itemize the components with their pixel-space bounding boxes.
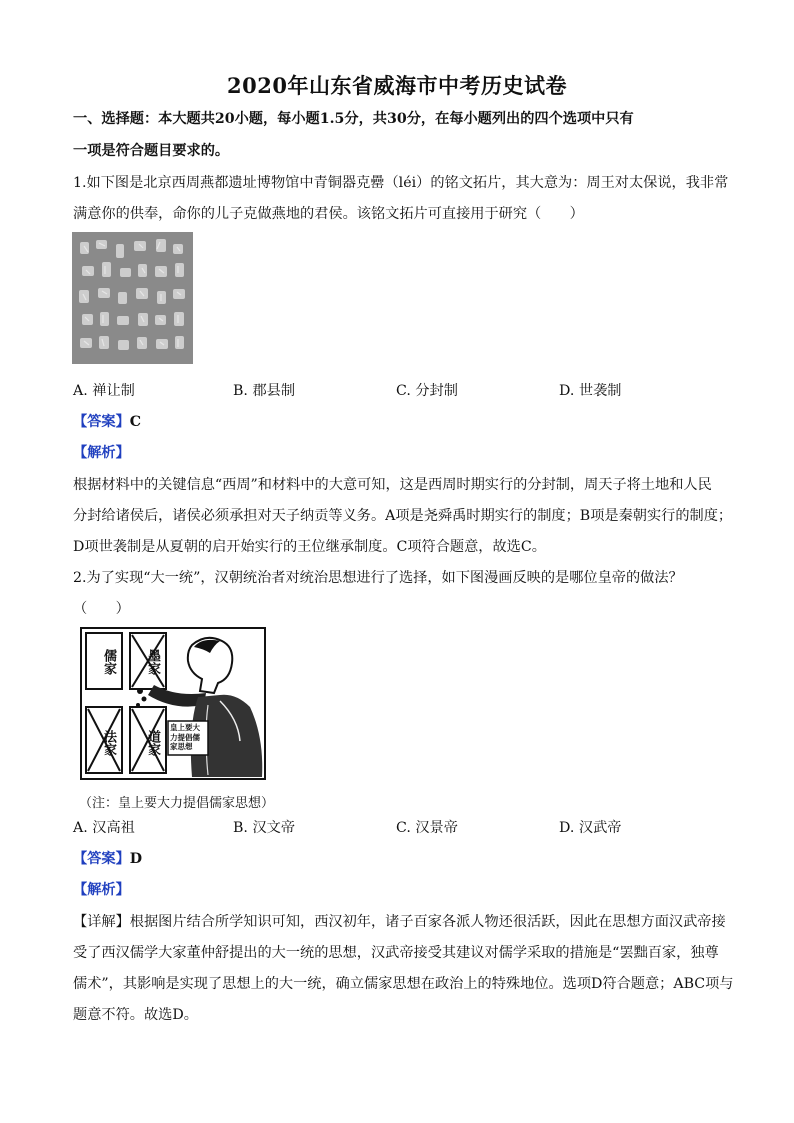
q1-option-d[interactable]: D. 世袭制	[559, 383, 622, 399]
q1-option-c[interactable]: C. 分封制	[396, 383, 458, 399]
q1-answer-label: 【答案】	[73, 414, 130, 430]
cartoon-box-confucian: 儒家	[101, 649, 116, 675]
q1-analysis-line1: 根据材料中的关键信息“西周”和材料中的大意可知，这是西周时期实行的分封制，周天子将土地和人民	[73, 477, 712, 493]
q2-cartoon-caption: （注：皇上要大力提倡儒家思想）	[79, 796, 275, 811]
q2-stem-line1: 2.为了实现“大一统”，汉朝统治者对统治思想进行了选择，如下图漫画反映的是哪位皇帝的做法？	[73, 570, 683, 586]
q2-option-b[interactable]: B. 汉文帝	[233, 820, 296, 836]
q2-detail-line1: 【详解】根据图片结合所学知识可知，西汉初年，诸子百家各派人物还很活跃，因此在思想方面汉武帝接	[73, 914, 726, 930]
q1-stem-line2: 满意你的供奉，命你的儿子克做燕地的君侯。该铭文拓片可直接用于研究（ ）	[73, 206, 584, 222]
cartoon-box-taoist: 道家	[145, 730, 160, 756]
q2-answer	[73, 848, 733, 868]
section-heading-line2: 一项是符合题目要求的。	[73, 143, 230, 159]
q2-answer-label: 【答案】	[73, 851, 130, 867]
q2-stem-line2: （ ）	[73, 601, 130, 617]
rubbing-texture	[72, 232, 193, 364]
q1-answer-value: C	[129, 414, 142, 430]
bronze-inscription-rubbing-image	[72, 232, 193, 364]
q2-option-c[interactable]: C. 汉景帝	[396, 820, 458, 836]
q2-detail-line4: 题意不符。故选D。	[73, 1007, 198, 1023]
cartoon-box-mohist: 墨家	[145, 649, 160, 675]
q2-analysis-label	[73, 879, 733, 899]
cartoon-box-legalist: 法家	[101, 730, 116, 756]
q1-analysis-line2: 分封给诸侯后，诸侯必须承担对天子纳贡等义务。A项是尧舜禹时期实行的制度；B项是秦朝实行的制度；	[73, 508, 733, 524]
q2-analysis-tag: 【解析】	[73, 882, 130, 898]
q1-analysis-tag: 【解析】	[73, 445, 130, 461]
cartoon-speech-text: 皇上要大力提倡儒家思想	[170, 723, 200, 751]
q2-option-a[interactable]: A. 汉高祖	[73, 820, 135, 836]
q2-answer-value: D	[129, 851, 143, 867]
q1-analysis-line3: D项世袭制是从夏朝的启开始实行的王位继承制度。C项符合题意，故选C。	[73, 539, 546, 555]
han-emperor-cartoon-image	[80, 627, 266, 780]
q1-answer	[73, 411, 733, 431]
q2-detail-line3: 儒术”，其影响是实现了思想上的大一统，确立儒家思想在政治上的特殊地位。选项D符合题意；ABC项与	[73, 976, 734, 992]
q1-analysis-label	[73, 442, 733, 462]
section-heading-line1: 一、选择题：本大题共20小题，每小题1.5分，共30分，在每小题列出的四个选项中只有	[73, 111, 634, 127]
q2-option-d[interactable]: D. 汉武帝	[559, 820, 622, 836]
q1-stem-line1: 1.如下图是北京西周燕都遗址博物馆中青铜器克罍（léi）的铭文拓片，其大意为：周王对太保说，我非常	[73, 175, 729, 191]
q1-option-a[interactable]: A. 禅让制	[73, 383, 135, 399]
page-title: 2020年山东省威海市中考历史试卷	[227, 73, 567, 98]
q2-detail-line2: 受了西汉儒学大家董仲舒提出的大一统的思想，汉武帝接受其建议对儒学采取的措施是“罢黜百家，独尊	[73, 945, 719, 961]
q1-option-b[interactable]: B. 郡县制	[233, 383, 296, 399]
